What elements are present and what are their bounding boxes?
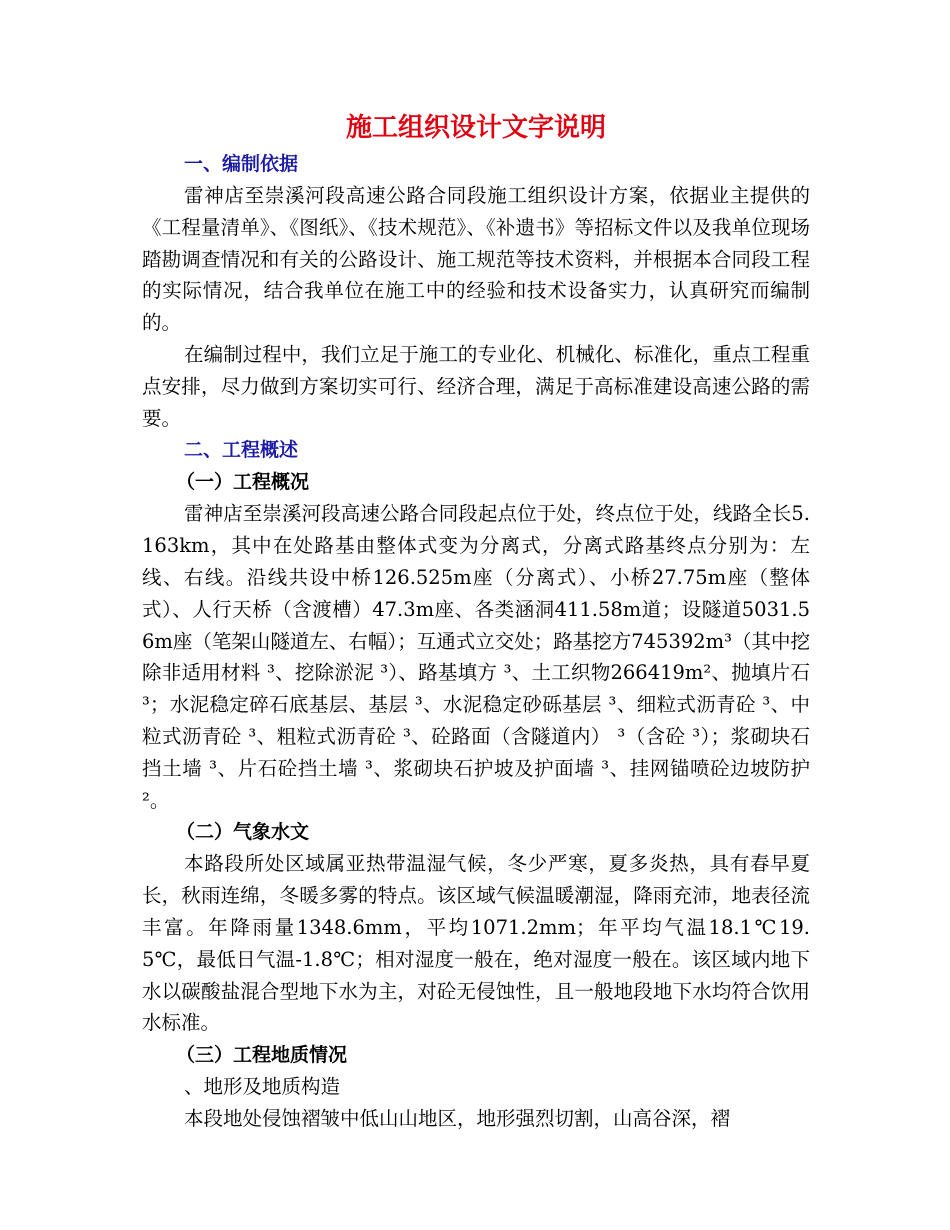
paragraph: 雷神店至崇溪河段高速公路合同段起点位于处，终点位于处，线路全长5.163km，其中在处路基由整体式变为分离式，分离式路基终点分别为：左线、右线。沿线共设中桥126.525m座（分离式）、小桥27.75m座（整体式）、人行天桥（含渡槽）47.3m座、各类涵洞411.58m道；设隧道5031.56m座（笔架山隧道左、右幅）；互通式立交处；路基挖方745392m³（其中挖除非适用材料 ³、挖除淤泥 ³）、路基填方 ³、土工织物266419m²、抛填片石 ³；水泥稳定碎石底基层、基层 ³、水泥稳定砂砾基层 ³、细粒式沥青砼 ³、中粒式沥青砼 ³、粗粒式沥青砼 ³、砼路面（含隧道内） ³（含砼 ³）；浆砌块石挡土墙 ³、片石砼挡土墙 ³、浆砌块石护坡及护面墙 ³、挂网锚喷砼边坡防护 ²。: [142, 502, 810, 812]
paragraph: 本路段所处区域属亚热带温湿气候，冬少严寒，夏多炎热，具有春早夏长，秋雨连绵，冬暖多雾的特点。该区域气候温暖潮湿，降雨充沛，地表径流丰富。年降雨量1348.6mm，平均1071.2mm；年平均气温18.1℃19.5℃，最低日气温-1.8℃；相对湿度一般在，绝对湿度一般在。该区域内地下水以碳酸盐混合型地下水为主，对砼无侵蚀性，且一般地段地下水均符合饮用水标准。: [142, 852, 810, 1035]
section-heading-overview: 二、工程概述: [184, 439, 299, 462]
subsection-heading-climate: （二）气象水文: [176, 821, 310, 844]
paragraph: 在编制过程中，我们立足于施工的专业化、机械化、标准化，重点工程重点安排，尽力做到方案切实可行、经济合理，满足于高标准建设高速公路的需要。: [142, 342, 810, 430]
subsection-heading-project: （一）工程概况: [176, 471, 310, 494]
section-heading-basis: 一、编制依据: [184, 153, 299, 175]
paragraph: 本段地处侵蚀褶皱中低山山地区，地形强烈切割，山高谷深，褶: [184, 1106, 731, 1130]
document-title: 施工组织设计文字说明: [345, 113, 606, 143]
document-page: [142, 108, 810, 1135]
subsection-heading-geology: （三）工程地质情况: [176, 1044, 348, 1067]
paragraph: 雷神店至崇溪河段高速公路合同段施工组织设计方案，依据业主提供的《工程量清单》、《图纸》、《技术规范》、《补遗书》等招标文件以及我单位现场踏勘调查情况和有关的公路设计、施工规范等技术资料，并根据本合同段工程的实际情况，结合我单位在施工中的经验和技术设备实力，认真研究而编制的。: [142, 184, 810, 335]
paragraph: 、地形及地质构造: [184, 1075, 341, 1099]
